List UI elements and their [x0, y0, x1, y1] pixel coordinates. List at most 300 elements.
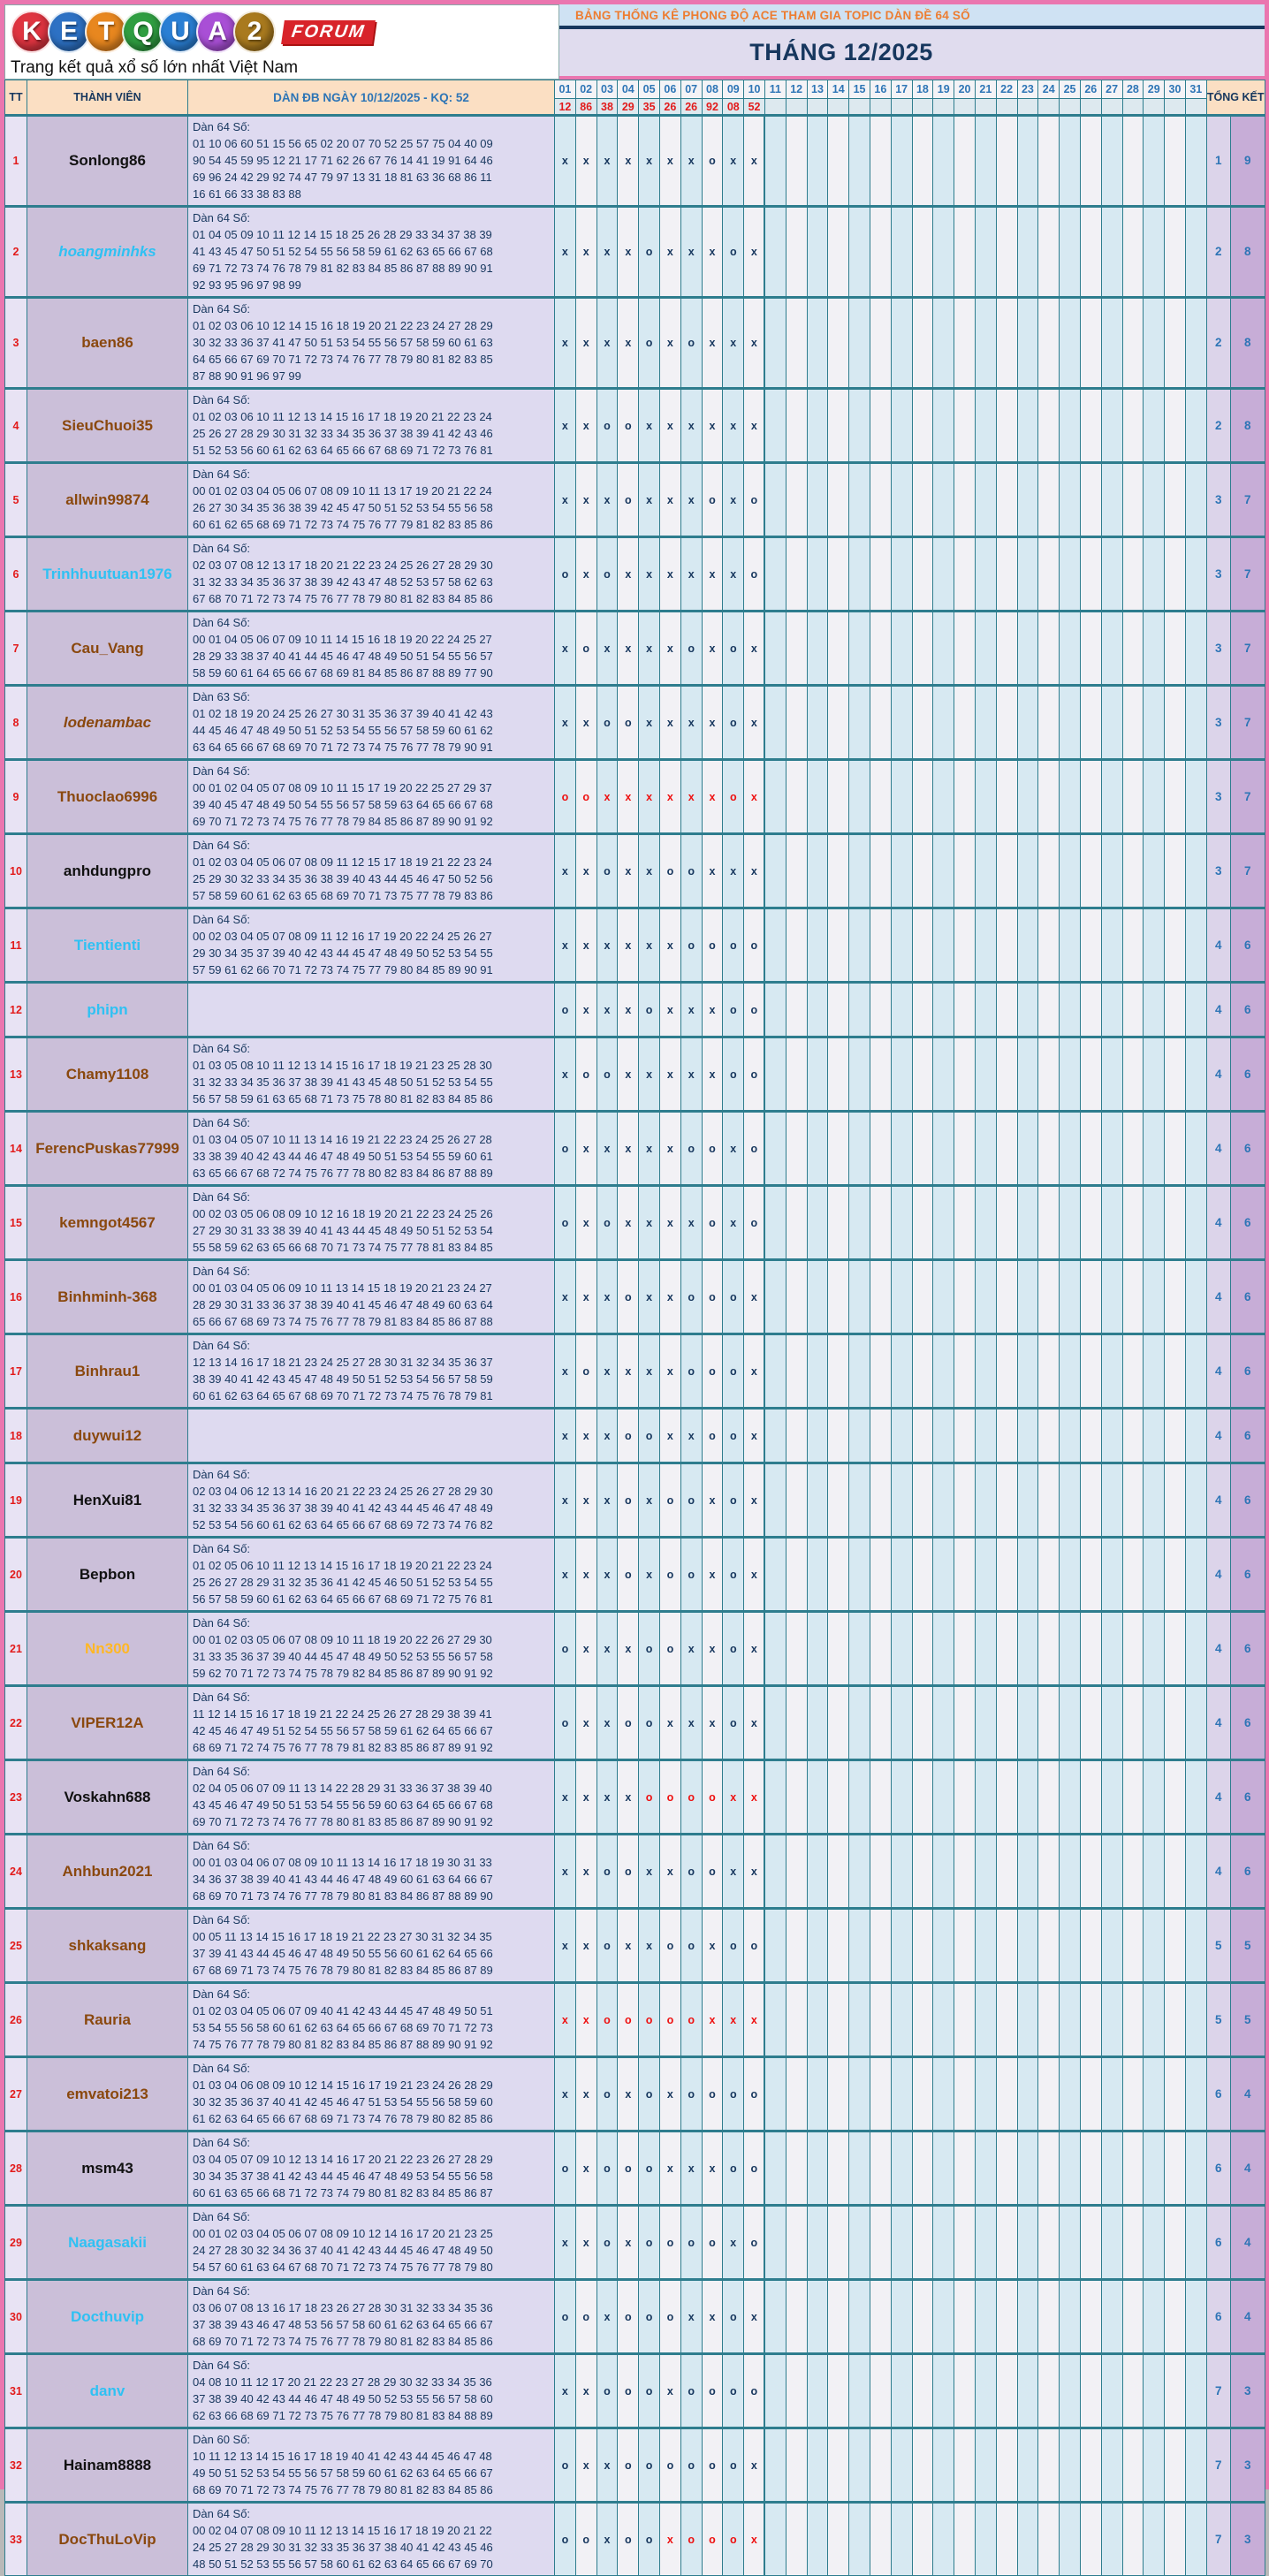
day-cell-29	[1144, 537, 1165, 612]
day-cell-01	[555, 686, 576, 760]
day-cell-16	[870, 2057, 891, 2131]
day-cell-14	[828, 1463, 849, 1538]
day-cell-14	[828, 760, 849, 834]
day-cell-04	[618, 686, 639, 760]
day-cell-19	[933, 834, 954, 908]
col-header-member: THÀNH VIÊN	[27, 80, 188, 116]
result-mark: o	[624, 1716, 632, 1729]
member-name[interactable]: duywui12	[72, 1426, 142, 1444]
day-cell-15	[849, 1909, 870, 1983]
result-mark: o	[561, 567, 569, 581]
member-name[interactable]: anhdungpro	[63, 862, 152, 879]
day-cell-16	[870, 1612, 891, 1686]
day-cell-14	[828, 2354, 849, 2428]
day-cell-15	[849, 537, 870, 612]
kq-value-day-25	[1060, 99, 1081, 116]
day-cell-13	[807, 686, 828, 760]
dan-label: Dàn 64 Số:	[193, 1339, 251, 1352]
member-name[interactable]: Bepbon	[79, 1565, 136, 1583]
member-name[interactable]: DocThuLoVip	[58, 2530, 156, 2548]
dan-numbers-line: 60 61 62 65 68 69 71 72 73 74 75 76 77 79 81 82 83 85 86	[193, 518, 493, 531]
day-cell-03	[597, 1037, 618, 1112]
result-mark: x	[666, 2384, 673, 2397]
dan-numbers-line: 01 02 03 04 05 06 07 09 40 41 42 43 44 45 47 48 49 50 51	[193, 2004, 493, 2017]
kq-value-day-20	[954, 99, 976, 116]
total-hit-cell	[1230, 612, 1265, 686]
day-cell-17	[891, 2280, 912, 2354]
top-band	[4, 4, 1265, 80]
result-mark: x	[646, 419, 653, 432]
day-cell-16	[870, 1760, 891, 1835]
day-cell-26	[1080, 207, 1101, 298]
day-cell-15	[849, 298, 870, 389]
result-mark: o	[645, 1716, 653, 1729]
member-name[interactable]: Binhrau1	[74, 1362, 141, 1379]
day-cell-19	[933, 298, 954, 389]
total-hit: 8	[1243, 418, 1251, 432]
day-cell-08	[702, 2206, 723, 2280]
result-mark: o	[688, 864, 695, 878]
day-cell-06	[659, 908, 680, 983]
result-mark: x	[750, 790, 757, 803]
kq-value-day-21	[975, 99, 996, 116]
member-name[interactable]: Chamy1108	[65, 1065, 149, 1083]
member-name[interactable]: shkaksang	[68, 1936, 147, 1954]
day-cell-05	[639, 2354, 660, 2428]
result-mark: o	[645, 1429, 653, 1442]
day-cell-28	[1122, 1463, 1144, 1538]
day-cell-01	[555, 1037, 576, 1112]
day-cell-12	[786, 1112, 807, 1186]
result-mark: x	[750, 1716, 757, 1729]
day-cell-27	[1101, 2057, 1122, 2131]
day-cell-07	[680, 1538, 702, 1612]
day-cell-16	[870, 1909, 891, 1983]
day-cell-24	[1038, 2057, 1060, 2131]
day-cell-07	[680, 1037, 702, 1112]
day-cell-28	[1122, 389, 1144, 463]
row-number: 8	[5, 686, 27, 760]
day-cell-19	[933, 537, 954, 612]
day-cell-19	[933, 2057, 954, 2131]
result-mark: o	[729, 2087, 737, 2101]
result-mark: x	[582, 493, 589, 506]
day-cell-16	[870, 1260, 891, 1334]
day-cell-22	[996, 1334, 1017, 1409]
member-name[interactable]: VIPER12A	[71, 1714, 144, 1731]
day-cell-19	[933, 612, 954, 686]
result-mark: x	[709, 642, 716, 655]
member-name[interactable]: Trinhhuutuan1976	[42, 565, 172, 582]
day-cell-28	[1122, 2503, 1144, 2576]
member-name[interactable]: Hainam8888	[63, 2456, 152, 2473]
member-name[interactable]: FerencPuskas77999	[35, 1139, 179, 1157]
day-header-24: 24	[1038, 80, 1060, 99]
member-name[interactable]: Rauria	[84, 2010, 131, 2028]
day-cell-28	[1122, 2280, 1144, 2354]
total-hit: 5	[1243, 2012, 1251, 2026]
table-row	[5, 463, 1265, 537]
day-cell-07	[680, 1186, 702, 1260]
day-cell-14	[828, 1112, 849, 1186]
day-cell-20	[954, 2131, 976, 2206]
dan-numbers-line: 90 54 45 59 95 12 21 17 71 62 26 67 76 14 41 19 91 64 46	[193, 154, 493, 167]
day-cell-10	[744, 1983, 765, 2057]
result-mark: x	[750, 642, 757, 655]
total-miss: 6	[1214, 2161, 1222, 2175]
total-hit: 4	[1243, 2309, 1251, 2323]
member-name[interactable]: Voskahn688	[64, 1788, 151, 1805]
table-row	[5, 2131, 1265, 2206]
day-cell-24	[1038, 1334, 1060, 1409]
day-cell-02	[575, 1334, 597, 1409]
day-cell-27	[1101, 1686, 1122, 1760]
day-cell-31	[1185, 1186, 1206, 1260]
day-cell-21	[975, 686, 996, 760]
member-name[interactable]: Tientienti	[73, 936, 141, 954]
member-cell	[27, 908, 188, 983]
result-mark: o	[729, 2458, 737, 2472]
day-cell-24	[1038, 983, 1060, 1037]
day-cell-25	[1060, 686, 1081, 760]
member-name[interactable]: danv	[89, 2382, 125, 2399]
dan-numbers-line: 67 68 69 71 73 74 75 76 78 79 80 81 82 83 84 85 86 87 89	[193, 1964, 493, 1977]
day-cell-28	[1122, 686, 1144, 760]
dan-numbers-line: 28 29 33 38 37 40 41 44 45 46 47 48 49 50 51 54 55 56 57	[193, 650, 493, 663]
day-cell-12	[786, 1686, 807, 1760]
table-row	[5, 760, 1265, 834]
day-cell-20	[954, 2057, 976, 2131]
member-name[interactable]: lodenambac	[63, 713, 152, 731]
member-name[interactable]: msm43	[81, 2159, 133, 2177]
day-cell-06	[659, 834, 680, 908]
member-cell	[27, 116, 188, 207]
kq-value-day-08: 92	[702, 99, 723, 116]
result-mark: x	[646, 155, 653, 167]
day-cell-21	[975, 2503, 996, 2576]
day-cell-29	[1144, 2354, 1165, 2428]
result-mark: x	[646, 1865, 653, 1878]
day-cell-06	[659, 1409, 680, 1463]
day-cell-16	[870, 983, 891, 1037]
day-cell-12	[786, 1835, 807, 1909]
day-cell-31	[1185, 298, 1206, 389]
day-cell-20	[954, 2503, 976, 2576]
result-mark: x	[625, 1142, 632, 1155]
member-name[interactable]: Nn300	[84, 1639, 131, 1657]
result-mark: x	[709, 790, 716, 803]
day-cell-21	[975, 2057, 996, 2131]
total-miss: 4	[1214, 1864, 1222, 1878]
member-name[interactable]: Thuoclao6996	[57, 787, 158, 805]
day-cell-07	[680, 463, 702, 537]
total-hit-cell	[1230, 1909, 1265, 1983]
result-mark: x	[646, 642, 653, 655]
day-cell-22	[996, 2057, 1017, 2131]
day-cell-22	[996, 1463, 1017, 1538]
day-cell-23	[1017, 207, 1038, 298]
day-cell-05	[639, 2428, 660, 2503]
day-cell-29	[1144, 1409, 1165, 1463]
member-name[interactable]: phipn	[87, 1000, 128, 1018]
day-cell-03	[597, 463, 618, 537]
total-hit: 7	[1243, 715, 1251, 729]
day-cell-14	[828, 834, 849, 908]
day-cell-17	[891, 298, 912, 389]
result-mark: o	[645, 1003, 653, 1016]
day-cell-27	[1101, 463, 1122, 537]
day-cell-19	[933, 1909, 954, 1983]
day-cell-05	[639, 1538, 660, 1612]
result-mark: o	[688, 2458, 695, 2472]
result-mark: x	[730, 419, 737, 432]
result-mark: x	[666, 246, 673, 258]
day-cell-23	[1017, 908, 1038, 983]
dan-label: Dàn 64 Số:	[193, 1616, 251, 1630]
result-mark: o	[624, 1429, 632, 1442]
day-cell-09	[723, 1463, 744, 1538]
dan-label: Dàn 64 Số:	[193, 542, 251, 555]
day-cell-19	[933, 1260, 954, 1334]
day-cell-08	[702, 1760, 723, 1835]
result-mark: o	[750, 2087, 758, 2101]
day-cell-01	[555, 1835, 576, 1909]
day-cell-31	[1185, 2280, 1206, 2354]
day-cell-06	[659, 389, 680, 463]
day-cell-13	[807, 760, 828, 834]
day-cell-05	[639, 1760, 660, 1835]
day-cell-31	[1185, 1260, 1206, 1334]
total-hit: 6	[1243, 1002, 1251, 1016]
day-cell-25	[1060, 1334, 1081, 1409]
result-mark: x	[666, 938, 673, 952]
result-mark: o	[645, 337, 653, 349]
day-cell-01	[555, 116, 576, 207]
day-cell-10	[744, 686, 765, 760]
site-logo[interactable]	[4, 4, 559, 80]
day-cell-30	[1165, 2428, 1186, 2503]
day-cell-05	[639, 207, 660, 298]
day-cell-31	[1185, 116, 1206, 207]
dan-numbers-line: 37 38 39 43 46 47 48 53 56 57 58 60 61 62 63 64 65 66 67	[193, 2318, 493, 2331]
member-name[interactable]: hoangminhks	[58, 243, 156, 260]
site-tagline: Trang kết quả xổ số lớn nhất Việt Nam	[11, 58, 299, 77]
result-mark: x	[582, 1216, 589, 1229]
member-name[interactable]: Anhbun2021	[62, 1862, 153, 1880]
member-name[interactable]: Sonlong86	[69, 152, 146, 169]
result-mark: x	[688, 1068, 695, 1081]
day-cell-09	[723, 1612, 744, 1686]
total-miss-cell	[1206, 1983, 1230, 2057]
day-cell-18	[912, 983, 933, 1037]
result-mark: x	[709, 246, 716, 258]
total-hit: 5	[1243, 1938, 1251, 1952]
day-cell-20	[954, 612, 976, 686]
day-cell-08	[702, 207, 723, 298]
row-number: 28	[5, 2131, 27, 2206]
day-cell-20	[954, 1612, 976, 1686]
day-header-31: 31	[1185, 80, 1206, 99]
total-hit-cell	[1230, 686, 1265, 760]
dan-numbers-line: 25 26 27 28 29 30 31 32 33 34 35 36 37 38 39 41 42 43 46	[193, 427, 493, 440]
dan-numbers-line: 30 32 33 36 37 41 47 50 51 53 54 55 56 57 58 59 60 61 63	[193, 336, 493, 349]
day-cell-02	[575, 1112, 597, 1186]
day-cell-01	[555, 1909, 576, 1983]
day-cell-03	[597, 1983, 618, 2057]
member-name[interactable]: Naagasakii	[68, 2233, 147, 2251]
day-cell-06	[659, 1334, 680, 1409]
member-cell	[27, 207, 188, 298]
dan-numbers-line: 92 93 95 96 97 98 99	[193, 278, 301, 292]
day-cell-09	[723, 389, 744, 463]
member-name[interactable]: Binhminh-368	[57, 1288, 157, 1305]
day-cell-05	[639, 983, 660, 1037]
result-mark: o	[750, 493, 758, 506]
day-cell-23	[1017, 1835, 1038, 1909]
day-cell-09	[723, 834, 744, 908]
day-cell-19	[933, 207, 954, 298]
col-header-tt: TT	[5, 80, 27, 116]
day-cell-02	[575, 1760, 597, 1835]
result-mark: o	[688, 1364, 695, 1378]
dan-numbers-line: 01 02 03 06 10 12 14 15 16 18 19 20 21 22 23 24 27 28 29	[193, 319, 493, 332]
result-mark: o	[624, 1865, 632, 1878]
day-cell-30	[1165, 2131, 1186, 2206]
day-cell-12	[786, 983, 807, 1037]
result-mark: o	[750, 567, 758, 581]
day-cell-29	[1144, 1463, 1165, 1538]
day-cell-27	[1101, 1112, 1122, 1186]
day-cell-23	[1017, 2503, 1038, 2576]
day-cell-07	[680, 1334, 702, 1409]
day-cell-20	[954, 1909, 976, 1983]
dan-label: Dàn 64 Số:	[193, 2507, 251, 2520]
dan-numbers-line: 61 62 63 64 65 66 67 68 69 71 73 74 76 78 79 80 82 85 86	[193, 2112, 493, 2125]
row-number: 1	[5, 116, 27, 207]
result-mark: x	[646, 1493, 653, 1507]
result-mark: x	[582, 2087, 589, 2101]
result-mark: o	[750, 2162, 758, 2175]
day-header-03: 03	[597, 80, 618, 99]
day-cell-05	[639, 1409, 660, 1463]
result-mark: o	[688, 2087, 695, 2101]
day-cell-01	[555, 2206, 576, 2280]
total-miss: 3	[1214, 566, 1222, 581]
day-cell-17	[891, 2131, 912, 2206]
member-name[interactable]: SieuChuoi35	[62, 416, 153, 434]
member-name[interactable]: baen86	[81, 334, 133, 351]
member-name[interactable]: kemngot4567	[59, 1213, 156, 1231]
total-hit: 3	[1243, 2458, 1251, 2472]
day-cell-16	[870, 1186, 891, 1260]
day-cell-25	[1060, 1760, 1081, 1835]
member-name[interactable]: emvatoi213	[66, 2085, 148, 2102]
day-header-04: 04	[618, 80, 639, 99]
day-cell-01	[555, 298, 576, 389]
member-name[interactable]: allwin99874	[65, 490, 149, 508]
day-cell-28	[1122, 1186, 1144, 1260]
day-cell-17	[891, 1037, 912, 1112]
result-mark: x	[666, 419, 673, 432]
day-cell-07	[680, 1260, 702, 1334]
day-cell-02	[575, 537, 597, 612]
day-cell-04	[618, 2280, 639, 2354]
total-hit-cell	[1230, 2206, 1265, 2280]
day-cell-28	[1122, 2206, 1144, 2280]
day-cell-25	[1060, 834, 1081, 908]
total-miss-cell	[1206, 2280, 1230, 2354]
result-mark: x	[688, 155, 695, 167]
dan-numbers-line: 69 70 71 72 73 74 76 77 78 80 81 83 85 86 87 89 90 91 92	[193, 1815, 493, 1828]
total-hit-cell	[1230, 1112, 1265, 1186]
total-miss-cell	[1206, 1186, 1230, 1260]
day-cell-21	[975, 1983, 996, 2057]
member-name[interactable]: HenXui81	[72, 1491, 142, 1508]
total-miss-cell	[1206, 1260, 1230, 1334]
day-cell-03	[597, 389, 618, 463]
day-cell-28	[1122, 1835, 1144, 1909]
dan-label: Dàn 64 Số:	[193, 1839, 251, 1852]
total-hit-cell	[1230, 1260, 1265, 1334]
day-cell-18	[912, 1409, 933, 1463]
day-cell-11	[764, 2280, 786, 2354]
dan-cell	[188, 983, 555, 1037]
day-cell-12	[786, 537, 807, 612]
day-cell-17	[891, 537, 912, 612]
total-miss: 4	[1214, 1289, 1222, 1303]
row-number: 11	[5, 908, 27, 983]
day-cell-06	[659, 1612, 680, 1686]
day-cell-06	[659, 2206, 680, 2280]
table-row	[5, 1463, 1265, 1538]
day-cell-06	[659, 2131, 680, 2206]
result-mark: x	[709, 2013, 716, 2026]
result-mark: o	[729, 1642, 737, 1655]
day-cell-12	[786, 1760, 807, 1835]
day-cell-10	[744, 612, 765, 686]
day-cell-15	[849, 1334, 870, 1409]
row-number: 13	[5, 1037, 27, 1112]
day-cell-24	[1038, 116, 1060, 207]
result-mark: o	[688, 1493, 695, 1507]
day-cell-17	[891, 1835, 912, 1909]
member-name[interactable]: Cau_Vang	[71, 639, 144, 657]
day-cell-30	[1165, 1909, 1186, 1983]
dan-numbers-line: 01 04 05 09 10 11 12 14 15 18 25 26 28 29 33 34 37 38 39	[193, 228, 492, 241]
member-name[interactable]: Docthuvip	[70, 2307, 145, 2325]
day-cell-29	[1144, 983, 1165, 1037]
day-cell-24	[1038, 2354, 1060, 2428]
member-cell	[27, 612, 188, 686]
day-cell-14	[828, 1760, 849, 1835]
dan-numbers-line: 87 88 90 91 96 97 99	[193, 369, 301, 383]
day-cell-01	[555, 2131, 576, 2206]
day-cell-08	[702, 2057, 723, 2131]
day-cell-12	[786, 1037, 807, 1112]
day-cell-21	[975, 1037, 996, 1112]
day-cell-16	[870, 1409, 891, 1463]
day-cell-30	[1165, 1463, 1186, 1538]
day-cell-07	[680, 537, 702, 612]
member-cell	[27, 1760, 188, 1835]
day-cell-08	[702, 2131, 723, 2206]
table-row	[5, 537, 1265, 612]
day-cell-07	[680, 298, 702, 389]
member-cell	[27, 1409, 188, 1463]
result-mark: x	[646, 716, 653, 729]
dan-label: Dàn 64 Số:	[193, 2210, 251, 2223]
day-cell-27	[1101, 834, 1122, 908]
